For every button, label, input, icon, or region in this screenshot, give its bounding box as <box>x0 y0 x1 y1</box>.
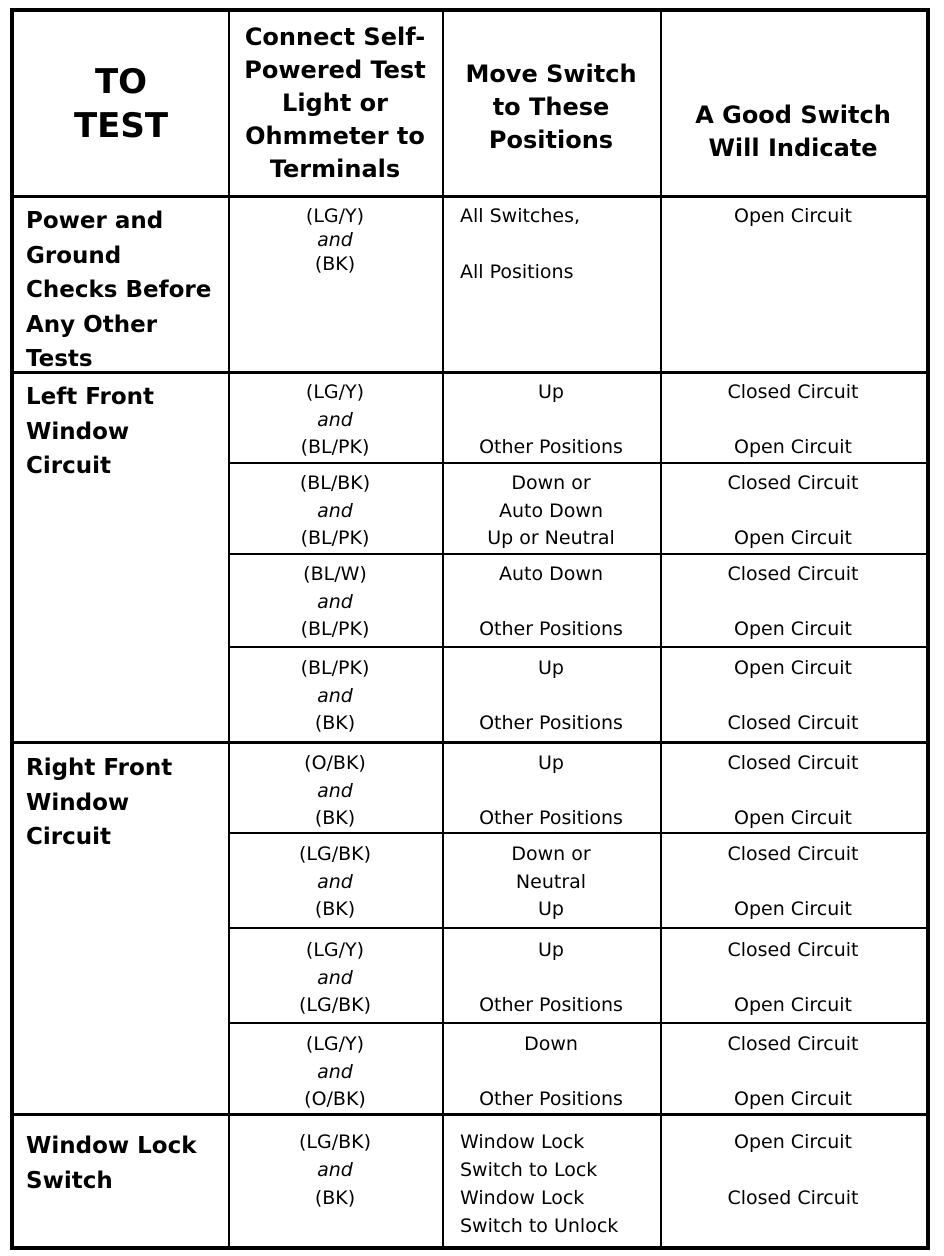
group-power-ground <box>14 204 228 377</box>
indicate-line: Open Circuit <box>734 436 852 458</box>
header-move-switch <box>442 12 660 195</box>
group-label-line: Power and <box>26 208 164 234</box>
indicate-line: Closed Circuit <box>727 712 859 734</box>
terminal-line: (LG/Y) <box>305 381 365 403</box>
indicate-line: Closed Circuit <box>727 843 859 865</box>
switch-test-table <box>10 8 930 1250</box>
terminal-line: (LG/BK) <box>298 843 372 865</box>
positions-cell <box>442 196 660 371</box>
position-line: Window Lock <box>460 1187 585 1209</box>
indicate-line: Closed Circuit <box>727 563 859 585</box>
position-line: Other Positions <box>479 436 623 458</box>
indicate-line: Open Circuit <box>734 657 852 679</box>
terminal-line: and <box>317 1159 353 1181</box>
terminal-line: (BK) <box>314 712 356 734</box>
position-line: Other Positions <box>479 807 623 829</box>
indicate-cell <box>660 555 926 646</box>
indicate-cell <box>660 648 926 741</box>
terminal-line: and <box>317 591 353 613</box>
header-line: TEST <box>73 105 169 146</box>
terminal-line: (O/BK) <box>304 1088 366 1110</box>
group-label-line: Switch <box>26 1167 113 1194</box>
terminals-cell <box>228 929 442 1022</box>
position-line: Down or <box>511 472 591 494</box>
indicate-line: Open Circuit <box>734 898 852 920</box>
group-label-line: Window Lock <box>26 1133 197 1159</box>
positions-cell <box>442 1024 660 1113</box>
terminals-cell <box>228 648 442 741</box>
header-line: Positions <box>488 126 614 154</box>
position-line: Neutral <box>515 871 587 893</box>
terminal-line: and <box>317 685 353 707</box>
position-line: Up or Neutral <box>487 527 615 549</box>
positions-cell <box>442 929 660 1022</box>
terminals-cell <box>228 372 442 462</box>
terminal-line: and <box>317 967 353 989</box>
position-line: Window Lock <box>460 1131 585 1153</box>
position-line: Up <box>538 752 564 774</box>
header-line: A Good Switch <box>695 100 891 129</box>
terminals-cell <box>228 1115 442 1246</box>
terminal-line: and <box>317 229 353 251</box>
header-line: TO <box>94 61 148 102</box>
positions-cell <box>442 1115 660 1246</box>
positions-cell <box>442 743 660 832</box>
terminals-cell <box>228 743 442 832</box>
terminal-line: and <box>317 409 353 431</box>
indicate-line: Open Circuit <box>734 994 852 1016</box>
terminal-line: (BL/PK) <box>300 436 370 458</box>
terminal-line: (BL/PK) <box>300 657 370 679</box>
indicate-line: Closed Circuit <box>727 381 859 403</box>
indicate-line: Open Circuit <box>734 1088 852 1110</box>
indicate-cell <box>660 1115 926 1246</box>
position-line: Other Positions <box>479 618 623 640</box>
header-line: Ohmmeter to <box>245 122 425 150</box>
header-line: to These <box>492 93 610 121</box>
group-label-line: Left Front <box>26 384 155 410</box>
indicate-cell <box>660 372 926 462</box>
indicate-line: Closed Circuit <box>727 1033 859 1055</box>
header-good-switch <box>660 12 926 195</box>
terminal-line: (LG/BK) <box>298 994 372 1016</box>
group-left-front <box>14 380 228 484</box>
terminal-line: (O/BK) <box>304 752 366 774</box>
positions-cell <box>442 648 660 741</box>
position-line: Other Positions <box>479 1088 623 1110</box>
header-line: Terminals <box>269 155 401 183</box>
positions-cell <box>442 372 660 462</box>
position-line: Up <box>538 381 564 403</box>
position-line: Up <box>538 898 564 920</box>
positions-cell <box>442 834 660 927</box>
terminal-line: (BK) <box>314 898 356 920</box>
indicate-line: Closed Circuit <box>727 939 859 961</box>
terminal-line: and <box>317 500 353 522</box>
terminal-line: (LG/BK) <box>298 1131 372 1153</box>
group-label-line: Any Other <box>26 311 158 338</box>
indicate-line: Closed Circuit <box>727 752 859 774</box>
header-line: Powered Test <box>244 56 426 84</box>
terminal-line: (LG/Y) <box>305 205 365 227</box>
indicate-line: Open Circuit <box>734 618 852 640</box>
terminal-line: (LG/Y) <box>305 939 365 961</box>
position-line: Auto Down <box>499 500 603 522</box>
group-label-line: Window <box>26 789 130 816</box>
position-line: Up <box>538 657 564 679</box>
terminals-cell <box>228 1024 442 1113</box>
position-line: Down <box>524 1033 578 1055</box>
indicate-line: Open Circuit <box>734 205 852 227</box>
header-connect-terminals <box>228 12 442 195</box>
terminals-cell <box>228 196 442 371</box>
position-line: Down or <box>511 843 591 865</box>
terminal-line: (BL/W) <box>303 563 367 585</box>
position-line: Switch to Unlock <box>460 1215 619 1237</box>
terminal-line: (BK) <box>314 807 356 829</box>
terminal-line: (BL/PK) <box>300 618 370 640</box>
header-line: Move Switch <box>465 60 637 88</box>
position-line: All Positions <box>460 261 574 283</box>
group-label-line: Circuit <box>26 824 111 850</box>
group-label-line: Ground <box>26 242 122 269</box>
indicate-line: Closed Circuit <box>727 472 859 494</box>
terminal-line: and <box>317 780 353 802</box>
terminal-line: (BL/BK) <box>299 472 371 494</box>
position-line: Auto Down <box>499 563 603 585</box>
group-label-line: Right Front <box>26 755 173 781</box>
position-line: Switch to Lock <box>460 1159 598 1181</box>
indicate-line: Closed Circuit <box>727 1187 859 1209</box>
indicate-cell <box>660 743 926 832</box>
position-line: All Switches, <box>460 205 581 227</box>
header-line: Light or <box>282 89 388 117</box>
terminal-line: and <box>317 871 353 893</box>
group-label-line: Circuit <box>26 453 111 479</box>
positions-cell <box>442 464 660 553</box>
terminal-line: (LG/Y) <box>305 1033 365 1055</box>
group-window-lock <box>14 1129 228 1198</box>
position-line: Other Positions <box>479 712 623 734</box>
indicate-cell <box>660 196 926 371</box>
indicate-cell <box>660 929 926 1022</box>
positions-cell <box>442 555 660 646</box>
header-to-test <box>14 12 228 195</box>
terminals-cell <box>228 464 442 553</box>
terminal-line: (BK) <box>314 253 356 275</box>
group-right-front <box>14 751 228 855</box>
position-line: Up <box>538 939 564 961</box>
terminal-line: (BL/PK) <box>300 527 370 549</box>
indicate-cell <box>660 834 926 927</box>
indicate-line: Open Circuit <box>734 1131 852 1153</box>
indicate-line: Open Circuit <box>734 527 852 549</box>
group-label-line: Window <box>26 418 130 445</box>
group-label-line: Checks Before <box>26 277 212 303</box>
indicate-cell <box>660 464 926 553</box>
header-line: Will Indicate <box>708 133 878 162</box>
position-line: Other Positions <box>479 994 623 1016</box>
header-line: Connect Self- <box>244 23 426 51</box>
indicate-cell <box>660 1024 926 1113</box>
terminal-line: (BK) <box>314 1187 356 1209</box>
terminals-cell <box>228 555 442 646</box>
group-label-line: Tests <box>26 346 93 372</box>
indicate-line: Open Circuit <box>734 807 852 829</box>
terminals-cell <box>228 834 442 927</box>
terminal-line: and <box>317 1061 353 1083</box>
